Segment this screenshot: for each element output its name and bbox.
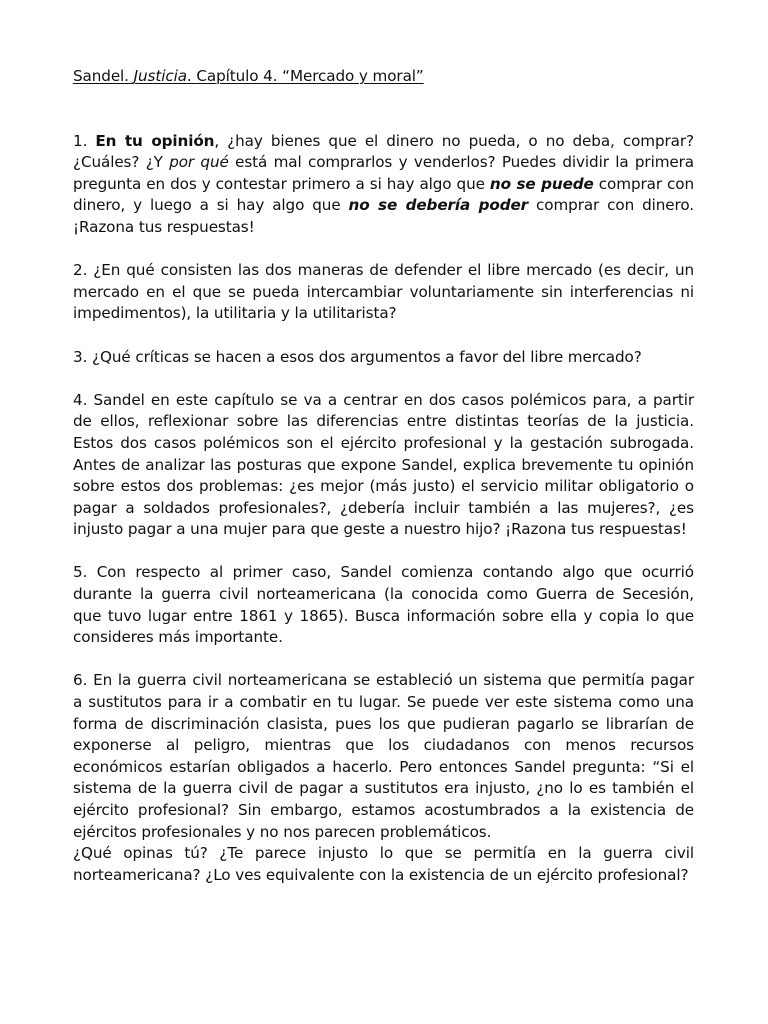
question-4: 4. Sandel en este capítulo se va a centrar en dos casos polémicos para, a partir de ellos, reflexionar sobre las diferencias entre distintas teorías de la justicia. Estos dos casos polémicos son el ejército profesional y la gestación subrogada. Antes de analizar las posturas que expone Sandel, explica brevemente tu opinión sobre estos dos problemas: ¿es mejor (más justo) el servicio militar obligatorio o pagar a soldados profesionales?, ¿debería incluir también a las mujeres?, ¿es injusto pagar a una mujer para que geste a nuestro hijo? ¡Razona tus respuestas! xyxy=(73,390,694,539)
title-book: Justicia xyxy=(133,67,187,85)
question-1-number: 1. xyxy=(73,131,96,150)
document-title xyxy=(73,66,694,88)
question-1-text-1: , ¿hay bienes que el dinero no pueda, o no deba, comprar? ¿Cuáles? ¿Y xyxy=(73,131,694,172)
question-3: 3. ¿Qué críticas se hacen a esos dos argumentos a favor del libre mercado? xyxy=(73,347,642,366)
question-1-emphasis-1: no se puede xyxy=(489,174,594,193)
question-1-text-3: comprar con dinero, y luego a si hay algo que xyxy=(73,174,694,215)
question-6-followup: ¿Qué opinas tú? ¿Te parece injusto lo que se permitía en la guerra civil norteamericana? ¿Lo ves equivalente con la existencia de un ejército profesional? xyxy=(73,844,694,884)
question-1-italic-phrase: por qué xyxy=(169,153,229,172)
document-page xyxy=(73,66,694,886)
question-1-text-2: está mal comprarlos y venderlos? Puedes dividir la primera pregunta en dos y contestar primero a si hay algo que xyxy=(73,153,694,193)
question-1-bold-phrase: En tu opinión xyxy=(95,131,215,150)
question-1-emphasis-2: no se debería poder xyxy=(348,196,529,215)
question-2: 2. ¿En qué consisten las dos maneras de defender el libre mercado (es decir, un mercado en el que se pueda intercambiar voluntariamente sin interferencias ni impedimentos), la utilitaria y la utilitarista? xyxy=(73,261,694,323)
title-chapter: . Capítulo 4. “Mercado y moral” xyxy=(186,67,424,85)
question-1-text-4: comprar con dinero. ¡Razona tus respuestas! xyxy=(73,196,694,236)
question-5: 5. Con respecto al primer caso, Sandel comienza contando algo que ocurrió durante la guerra civil norteamericana (la conocida como Guerra de Secesión, que tuvo lugar entre 1861 y 1865). Busca información sobre ella y copia lo que consideres más importante. xyxy=(73,563,694,647)
title-author: Sandel. xyxy=(73,67,129,85)
question-1 xyxy=(73,131,694,239)
question-6: 6. En la guerra civil norteamericana se estableció un sistema que permitía pagar a sustitutos para ir a combatir en tu lugar. Se puede ver este sistema como una forma de discriminación clasista, pues los que pudieran pagarlo se librarían de exponerse al peligro, mientras que los ciudadanos con menos recursos económicos estarían obligados a hacerlo. Pero entonces Sandel pregunta: “Si el sistema de la guerra civil de pagar a sustitutos era injusto, ¿no lo es también el ejército profesional? Sin embargo, estamos acostumbrados a la existencia de ejércitos profesionales y no nos parecen problemáticos. xyxy=(73,671,694,841)
